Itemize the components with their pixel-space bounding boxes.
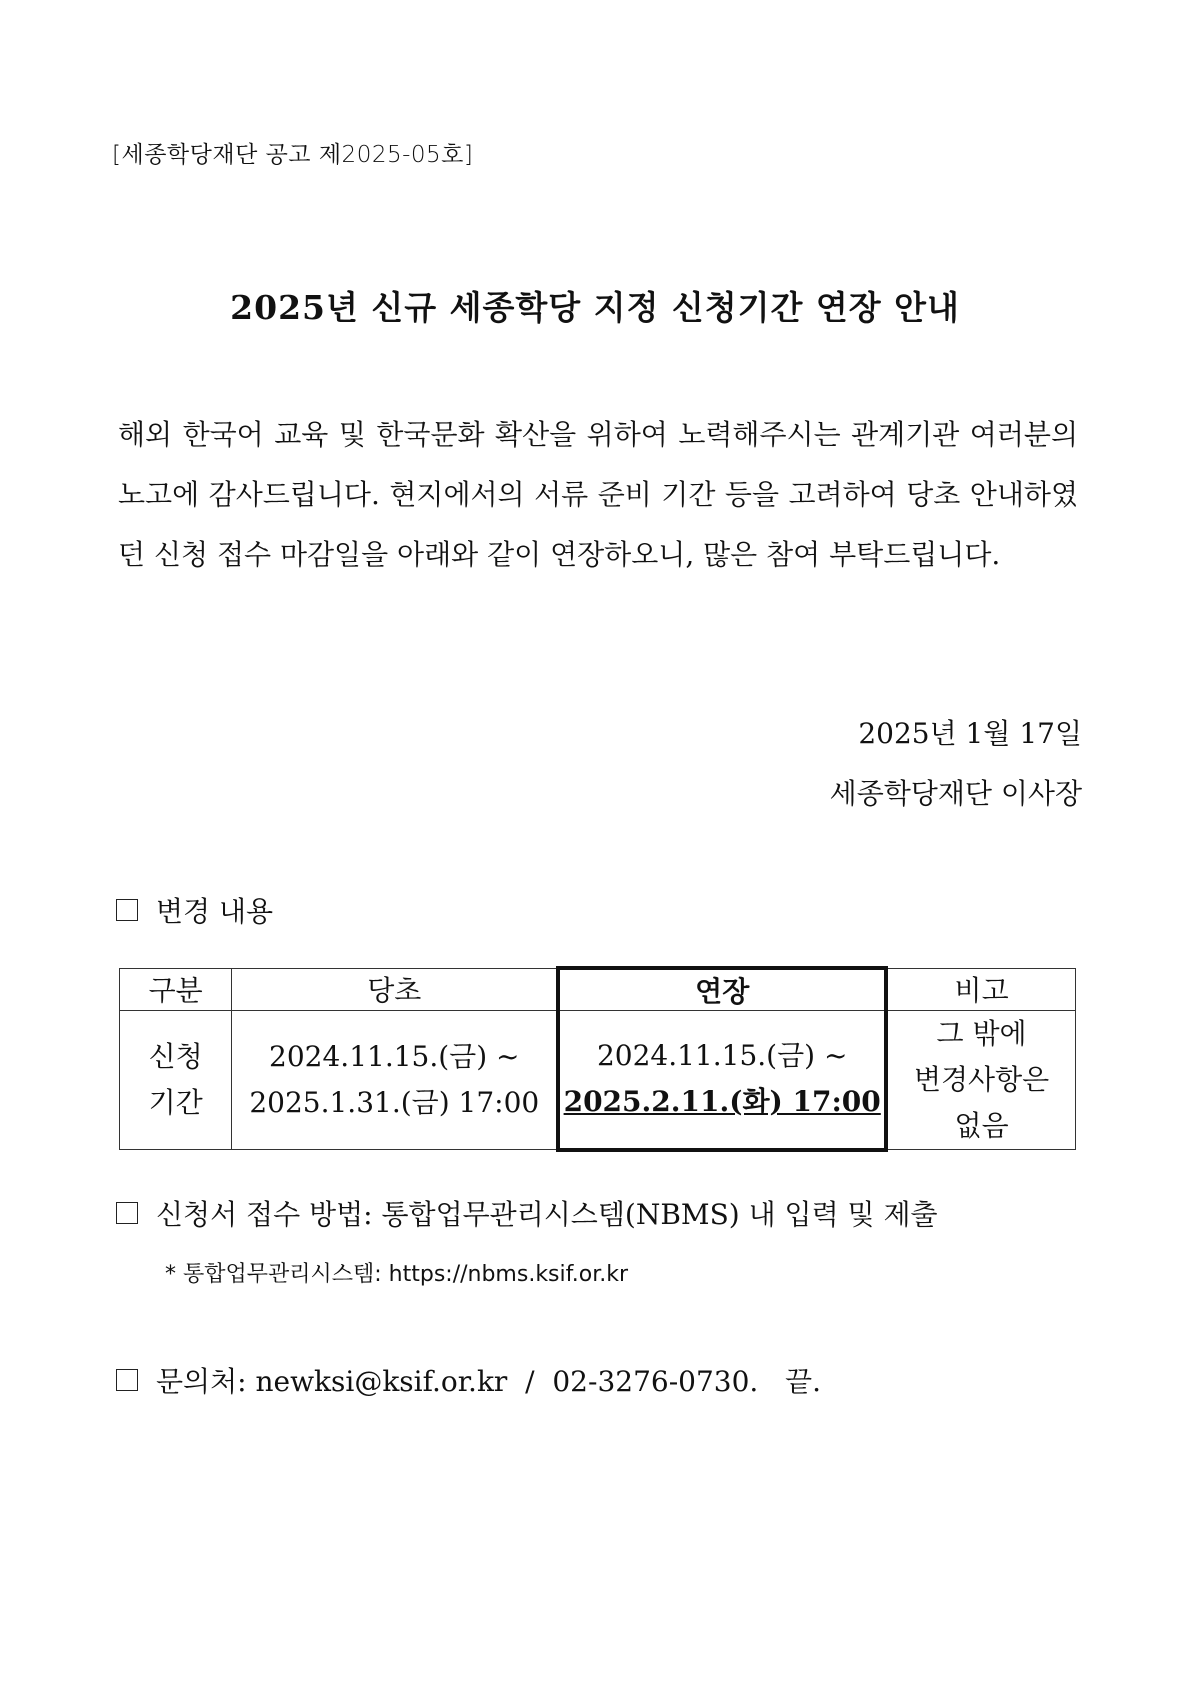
original-end: 2025.1.31.(금) 17:00 (249, 1086, 540, 1119)
category-line: 기간 (148, 1086, 203, 1119)
category-line: 신청 (148, 1040, 203, 1073)
header-remarks: 비고 (886, 968, 1075, 1011)
page-title: 2025년 신규 세종학당 지정 신청기간 연장 안내 (230, 288, 960, 327)
header-original: 당초 (232, 968, 558, 1011)
signer: 세종학당재단 이사장 (829, 777, 1082, 810)
changes-table (119, 966, 1076, 1152)
notice-number: [세종학당재단 공고 제2025-05호] (112, 142, 474, 168)
table-row (120, 1011, 1076, 1150)
table-header-row (120, 968, 1076, 1011)
original-start: 2024.11.15.(금) ~ (269, 1040, 520, 1073)
header-category: 구분 (120, 968, 232, 1011)
section-method (116, 1193, 938, 1233)
checkbox-bullet-icon (116, 1369, 138, 1391)
body-paragraph: 해외 한국어 교육 및 한국문화 확산을 위하여 노력해주시는 관계기관 여러분의 노고에 감사드립니다. 현지에서의 서류 준비 기간 등을 고려하여 당초 안내하였던 신청 접수 마감일을 아래와 같이 연장하오니, 많은 참여 부탁드립니다. (118, 418, 1078, 571)
section-method-label: 신청서 접수 방법: 통합업무관리시스템(NBMS) 내 입력 및 제출 (156, 1198, 938, 1231)
cell-category (120, 1011, 232, 1150)
section-contact-label: 문의처: newksi@ksif.or.kr / 02-3276-0730. 끝. (156, 1365, 821, 1398)
section-changes (116, 890, 273, 930)
method-note: * 통합업무관리시스템: https://nbms.ksif.or.kr (165, 1262, 629, 1287)
cell-remarks (886, 1011, 1075, 1150)
checkbox-bullet-icon (116, 1202, 138, 1224)
remarks-line: 그 밖에 (936, 1017, 1027, 1050)
extended-start: 2024.11.15.(금) ~ (596, 1039, 848, 1073)
header-extended: 연장 (558, 968, 886, 1011)
extended-end: 2025.2.11.(화) 17:00 (563, 1085, 881, 1119)
checkbox-bullet-icon (116, 899, 138, 921)
section-contact (116, 1360, 821, 1400)
section-changes-label: 변경 내용 (156, 895, 274, 928)
issue-date: 2025년 1월 17일 (858, 717, 1082, 750)
cell-extended (558, 1011, 886, 1150)
cell-original (232, 1011, 558, 1150)
remarks-line: 변경사항은 (913, 1063, 1050, 1096)
remarks-line: 없음 (954, 1109, 1009, 1142)
